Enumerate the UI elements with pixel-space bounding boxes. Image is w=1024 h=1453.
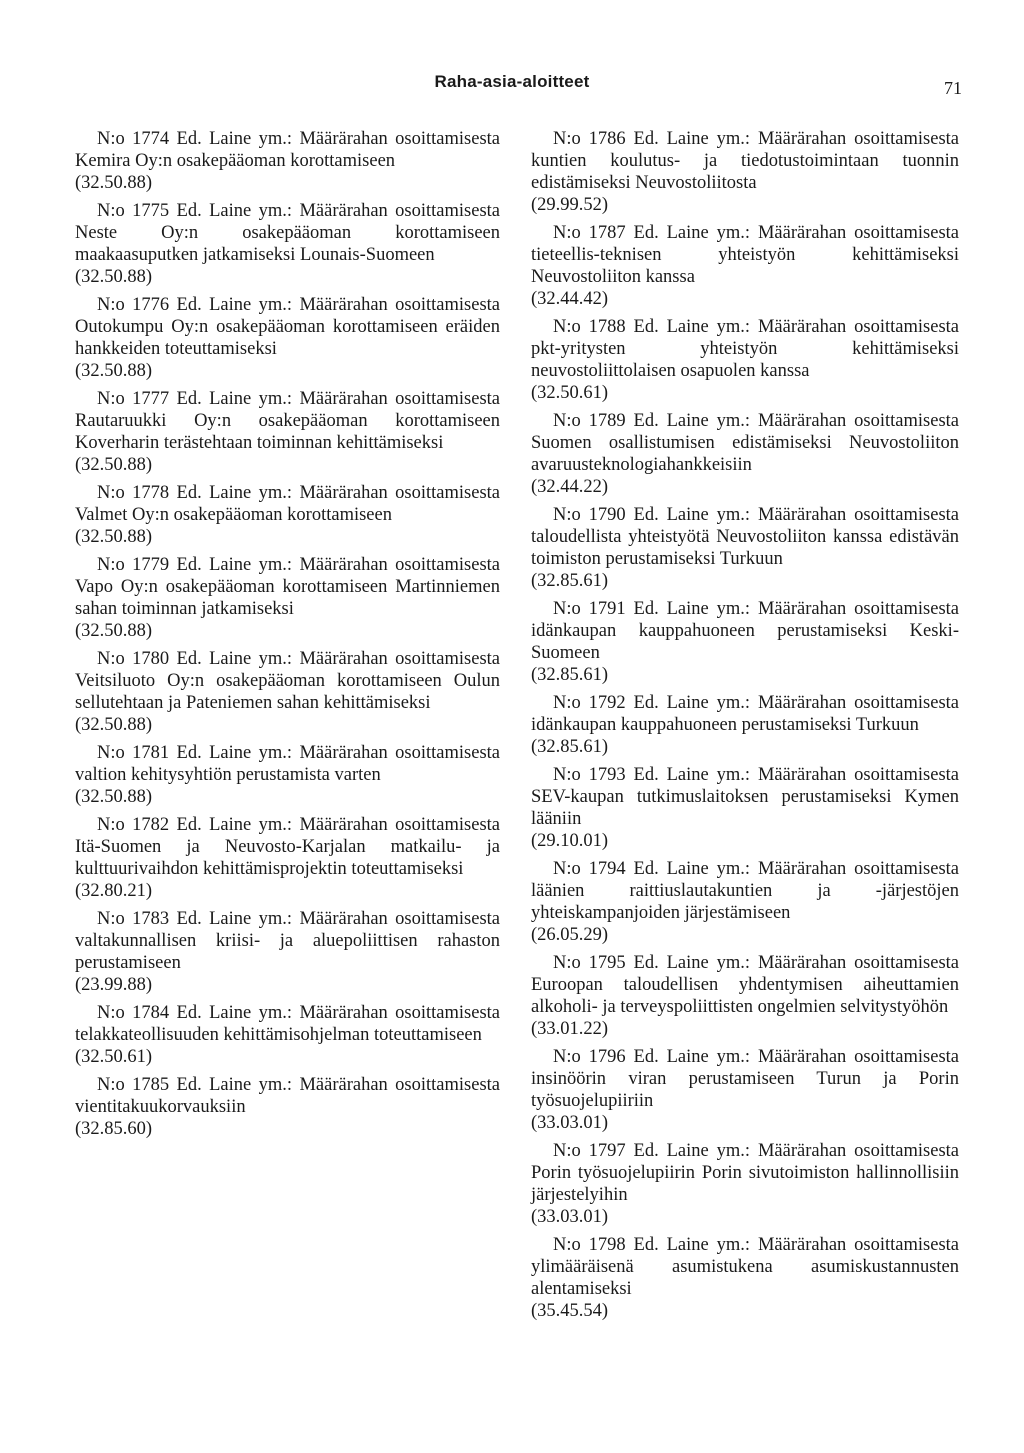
motion-entry bbox=[75, 908, 500, 996]
budget-code: (32.44.22) bbox=[531, 477, 609, 497]
motion-text: N:o 1782 Ed. Laine ym.: Määrärahan osoittamisesta Itä-Suomen ja Neuvosto-Karjalan matkailu- ja kulttuurivaihdon kehittämisprojektin toteuttamiseksi bbox=[75, 815, 500, 879]
motion-entry bbox=[75, 814, 500, 902]
motion-text: N:o 1779 Ed. Laine ym.: Määrärahan osoittamisesta Vapo Oy:n osakepääoman korottamiseen Martinniemen sahan toiminnan jatkamiseksi bbox=[75, 555, 500, 619]
budget-code: (32.80.21) bbox=[75, 881, 153, 901]
motion-text: N:o 1781 Ed. Laine ym.: Määrärahan osoittamisesta valtion kehitysyhtiön perustamista varten bbox=[75, 743, 500, 785]
motion-entry bbox=[531, 858, 959, 946]
budget-code: (32.50.88) bbox=[75, 621, 153, 641]
motion-text: N:o 1783 Ed. Laine ym.: Määrärahan osoittamisesta valtakunnallisen kriisi- ja aluepoliittisen rahaston perustamiseen bbox=[75, 909, 500, 973]
budget-code: (32.85.61) bbox=[531, 665, 609, 685]
budget-code: (32.50.88) bbox=[75, 361, 153, 381]
motion-entry bbox=[531, 316, 959, 404]
budget-code: (26.05.29) bbox=[531, 925, 609, 945]
motion-text: N:o 1795 Ed. Laine ym.: Määrärahan osoittamisesta Euroopan taloudellisen yhdentymisen aiheuttamien alkoholi- ja terveyspoliittisten ongelmien selvitystyöhön bbox=[531, 953, 959, 1017]
motion-text: N:o 1796 Ed. Laine ym.: Määrärahan osoittamisesta insinöörin viran perustamiseen Turun ja Porin työsuojelupiiriin bbox=[531, 1047, 959, 1111]
budget-code: (32.50.88) bbox=[75, 787, 153, 807]
motion-entry bbox=[531, 598, 959, 686]
motion-entry bbox=[75, 128, 500, 194]
motion-text: N:o 1785 Ed. Laine ym.: Määrärahan osoittamisesta vientitakuukorvauksiin bbox=[75, 1075, 500, 1117]
motion-text: N:o 1788 Ed. Laine ym.: Määrärahan osoittamisesta pkt-yritysten yhteistyön kehittämiseksi neuvostoliittolaisen osapuolen kanssa bbox=[531, 317, 959, 381]
budget-code: (32.50.88) bbox=[75, 455, 153, 475]
budget-code: (23.99.88) bbox=[75, 975, 153, 995]
motion-entry bbox=[531, 1046, 959, 1134]
motion-text: N:o 1776 Ed. Laine ym.: Määrärahan osoittamisesta Outokumpu Oy:n osakepääoman korottamiseen eräiden hankkeiden toteuttamiseksi bbox=[75, 295, 500, 359]
budget-code: (35.45.54) bbox=[531, 1301, 609, 1321]
motion-text: N:o 1780 Ed. Laine ym.: Määrärahan osoittamisesta Veitsiluoto Oy:n osakepääoman korottamiseen Oulun sellutehtaan ja Pateniemen sahan kehittämiseksi bbox=[75, 649, 500, 713]
motion-entry bbox=[531, 128, 959, 216]
budget-code: (33.01.22) bbox=[531, 1019, 609, 1039]
motion-entry bbox=[531, 1234, 959, 1322]
right-column bbox=[531, 128, 959, 1328]
motion-text: N:o 1789 Ed. Laine ym.: Määrärahan osoittamisesta Suomen osallistumisen edistämiseksi Neuvostoliiton avaruusteknologiahankkeisiin bbox=[531, 411, 959, 475]
page-number: 71 bbox=[944, 78, 962, 98]
motion-text: N:o 1787 Ed. Laine ym.: Määrärahan osoittamisesta tieteellis-teknisen yhteistyön kehittämiseksi Neuvostoliiton kanssa bbox=[531, 223, 959, 287]
motion-entry bbox=[75, 554, 500, 642]
budget-code: (32.85.61) bbox=[531, 571, 609, 591]
motion-entry bbox=[75, 1002, 500, 1068]
budget-code: (32.85.60) bbox=[75, 1119, 153, 1139]
motion-entry bbox=[531, 410, 959, 498]
motion-entry bbox=[75, 294, 500, 382]
page-header bbox=[0, 72, 1024, 102]
budget-code: (32.50.61) bbox=[531, 383, 609, 403]
motion-entry bbox=[75, 1074, 500, 1140]
motion-text: N:o 1792 Ed. Laine ym.: Määrärahan osoittamisesta idänkaupan kauppahuoneen perustamiseksi Turkuun bbox=[531, 693, 959, 735]
motion-text: N:o 1775 Ed. Laine ym.: Määrärahan osoittamisesta Neste Oy:n osakepääoman korottamiseen maakaasuputken jatkamiseksi Lounais-Suomeen bbox=[75, 201, 500, 265]
running-title: Raha-asia-aloitteet bbox=[434, 72, 590, 91]
motion-text: N:o 1786 Ed. Laine ym.: Määrärahan osoittamisesta kuntien koulutus- ja tiedotustoimintaan tuonnin edistämiseksi Neuvostoliitosta bbox=[531, 129, 959, 193]
budget-code: (32.50.88) bbox=[75, 527, 153, 547]
motion-entry bbox=[531, 1140, 959, 1228]
motion-entry bbox=[75, 388, 500, 476]
budget-code: (32.44.42) bbox=[531, 289, 609, 309]
motion-text: N:o 1774 Ed. Laine ym.: Määrärahan osoittamisesta Kemira Oy:n osakepääoman korottamiseen bbox=[75, 129, 500, 171]
motion-text: N:o 1790 Ed. Laine ym.: Määrärahan osoittamisesta taloudellista yhteistyötä Neuvostoliiton kanssa edistävän toimiston perustamiseksi Turkuun bbox=[531, 505, 959, 569]
motion-text: N:o 1798 Ed. Laine ym.: Määrärahan osoittamisesta ylimääräisenä asumistukena asumiskustannusten alentamiseksi bbox=[531, 1235, 959, 1299]
motion-entry bbox=[75, 648, 500, 736]
motion-entry bbox=[531, 764, 959, 852]
budget-code: (32.50.88) bbox=[75, 173, 153, 193]
motion-entry bbox=[531, 692, 959, 758]
budget-code: (32.50.88) bbox=[75, 715, 153, 735]
budget-code: (33.03.01) bbox=[531, 1113, 609, 1133]
motion-entry bbox=[75, 742, 500, 808]
motion-entry bbox=[531, 222, 959, 310]
motion-text: N:o 1793 Ed. Laine ym.: Määrärahan osoittamisesta SEV-kaupan tutkimuslaitoksen perustamiseksi Kymen lääniin bbox=[531, 765, 959, 829]
motion-text: N:o 1794 Ed. Laine ym.: Määrärahan osoittamisesta läänien raittiuslautakuntien ja -järjestöjen yhteiskampanjoiden järjestämiseen bbox=[531, 859, 959, 923]
motion-text: N:o 1791 Ed. Laine ym.: Määrärahan osoittamisesta idänkaupan kauppahuoneen perustamiseksi Keski-Suomeen bbox=[531, 599, 959, 663]
budget-code: (29.10.01) bbox=[531, 831, 609, 851]
budget-code: (33.03.01) bbox=[531, 1207, 609, 1227]
budget-code: (32.50.61) bbox=[75, 1047, 153, 1067]
budget-code: (29.99.52) bbox=[531, 195, 609, 215]
motion-text: N:o 1778 Ed. Laine ym.: Määrärahan osoittamisesta Valmet Oy:n osakepääoman korottamiseen bbox=[75, 483, 500, 525]
motion-entry bbox=[531, 952, 959, 1040]
motion-text: N:o 1784 Ed. Laine ym.: Määrärahan osoittamisesta telakkateollisuuden kehittämisohjelman toteuttamiseen bbox=[75, 1003, 500, 1045]
budget-code: (32.85.61) bbox=[531, 737, 609, 757]
motion-text: N:o 1797 Ed. Laine ym.: Määrärahan osoittamisesta Porin työsuojelupiirin Porin sivutoimiston hallinnollisiin järjestelyihin bbox=[531, 1141, 959, 1205]
budget-code: (32.50.88) bbox=[75, 267, 153, 287]
left-column bbox=[75, 128, 500, 1146]
motion-entry bbox=[531, 504, 959, 592]
motion-entry bbox=[75, 482, 500, 548]
motion-entry bbox=[75, 200, 500, 288]
motion-text: N:o 1777 Ed. Laine ym.: Määrärahan osoittamisesta Rautaruukki Oy:n osakepääoman korottamiseen Koverharin terästehtaan toiminnan kehittämiseksi bbox=[75, 389, 500, 453]
